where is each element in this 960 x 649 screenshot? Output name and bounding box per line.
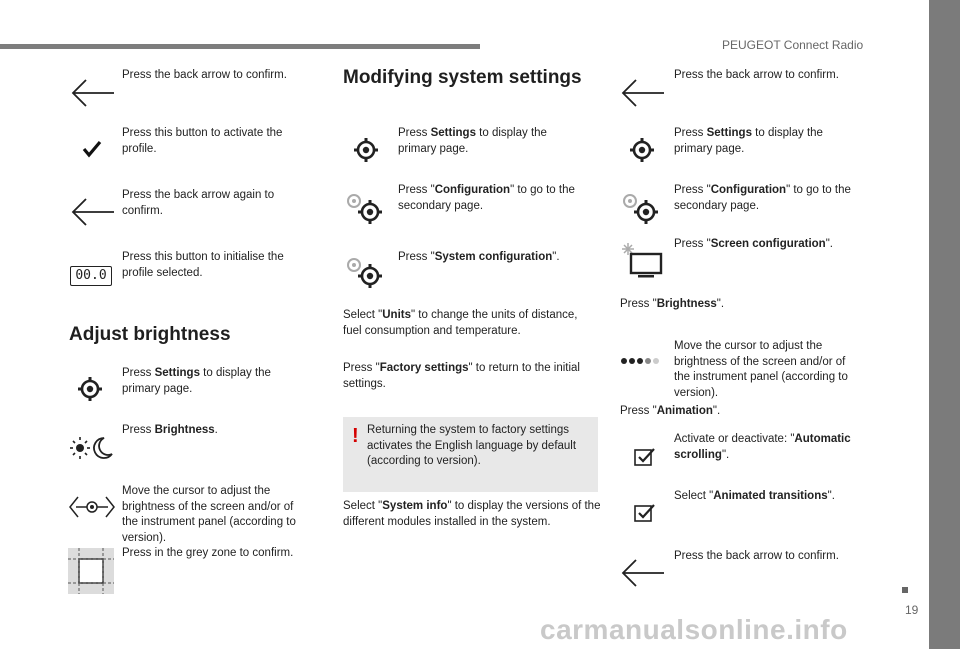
back-arrow-icon	[70, 78, 116, 108]
adjust-brightness-heading: Adjust brightness	[69, 324, 231, 345]
col3-step5: Move the cursor to adjust the brightness of the screen and/or of the instrument panel (according to version).	[674, 340, 848, 399]
watermark: carmanualsonline.info	[540, 614, 848, 645]
col1-step5: Press Settings to display the primary page.	[122, 367, 271, 395]
settings-gear-icon	[77, 376, 103, 402]
col3-step3: Press "Configuration" to go to the secondary page.	[674, 184, 851, 212]
col3-step2: Press Settings to display the primary page.	[674, 127, 823, 155]
settings-gear-icon	[353, 137, 379, 163]
back-arrow-icon	[620, 558, 666, 588]
col1-step8: Press in the grey zone to confirm.	[122, 547, 294, 559]
col3-step6: Activate or deactivate: "Automatic scrolling".	[674, 433, 851, 461]
col3-animation-instruction: Press "Animation".	[620, 405, 721, 417]
continue-marker	[902, 587, 908, 593]
slider-cursor-icon	[68, 495, 116, 519]
col1-step1: Press the back arrow to confirm.	[122, 69, 287, 81]
checkbox-checked-icon	[634, 447, 656, 467]
settings-gear-icon	[629, 137, 655, 163]
col1-step4: Press this button to initialise the profile selected.	[122, 251, 284, 279]
col3-brightness-instruction: Press "Brightness".	[620, 298, 725, 310]
page-edge-bar	[929, 0, 960, 649]
system-info-instruction: Select "System info" to display the versions of the different modules installed in the system.	[343, 500, 601, 528]
col3-step1: Press the back arrow to confirm.	[674, 69, 839, 81]
col1-step3: Press the back arrow again to confirm.	[122, 189, 275, 217]
col1-step7: Move the cursor to adjust the brightness of the screen and/or of the instrument panel (according to version).	[122, 485, 296, 544]
back-arrow-icon	[620, 78, 666, 108]
configuration-gears-icon	[344, 192, 386, 226]
col2-step2: Press "Configuration" to go to the secondary page.	[398, 184, 575, 212]
warning-exclamation-icon: !	[352, 425, 359, 447]
col3-step7: Select "Animated transitions".	[674, 490, 835, 502]
brightness-level-dots-icon	[620, 356, 664, 366]
col3-step8: Press the back arrow to confirm.	[674, 550, 839, 562]
col2-step1: Press Settings to display the primary page.	[398, 127, 547, 155]
grey-zone-icon	[68, 548, 114, 594]
configuration-gears-icon	[620, 192, 662, 226]
checkmark-icon	[82, 140, 102, 158]
checkbox-checked-icon	[634, 503, 656, 523]
header-rule	[0, 44, 480, 49]
system-configuration-gears-icon	[344, 256, 386, 290]
page-number: 19	[905, 603, 919, 617]
brightness-sun-moon-icon	[70, 436, 114, 460]
col1-step6: Press Brightness.	[122, 424, 218, 436]
col3-step4: Press "Screen configuration".	[674, 238, 833, 250]
col2-step3: Press "System configuration".	[398, 251, 560, 263]
clock-display-icon: 00.0	[70, 266, 112, 286]
warning-note-text: Returning the system to factory settings activates the English language by default (according to version).	[367, 424, 577, 467]
screen-configuration-icon	[620, 242, 664, 280]
modifying-system-settings-heading: Modifying system settings	[343, 67, 582, 88]
units-instruction: Select "Units" to change the units of distance, fuel consumption and temperature.	[343, 309, 578, 337]
col1-step2: Press this button to activate the profile.	[122, 127, 283, 155]
factory-settings-instruction: Press "Factory settings" to return to the initial settings.	[343, 362, 580, 390]
back-arrow-icon	[70, 197, 116, 227]
running-header: PEUGEOT Connect Radio	[722, 38, 864, 52]
